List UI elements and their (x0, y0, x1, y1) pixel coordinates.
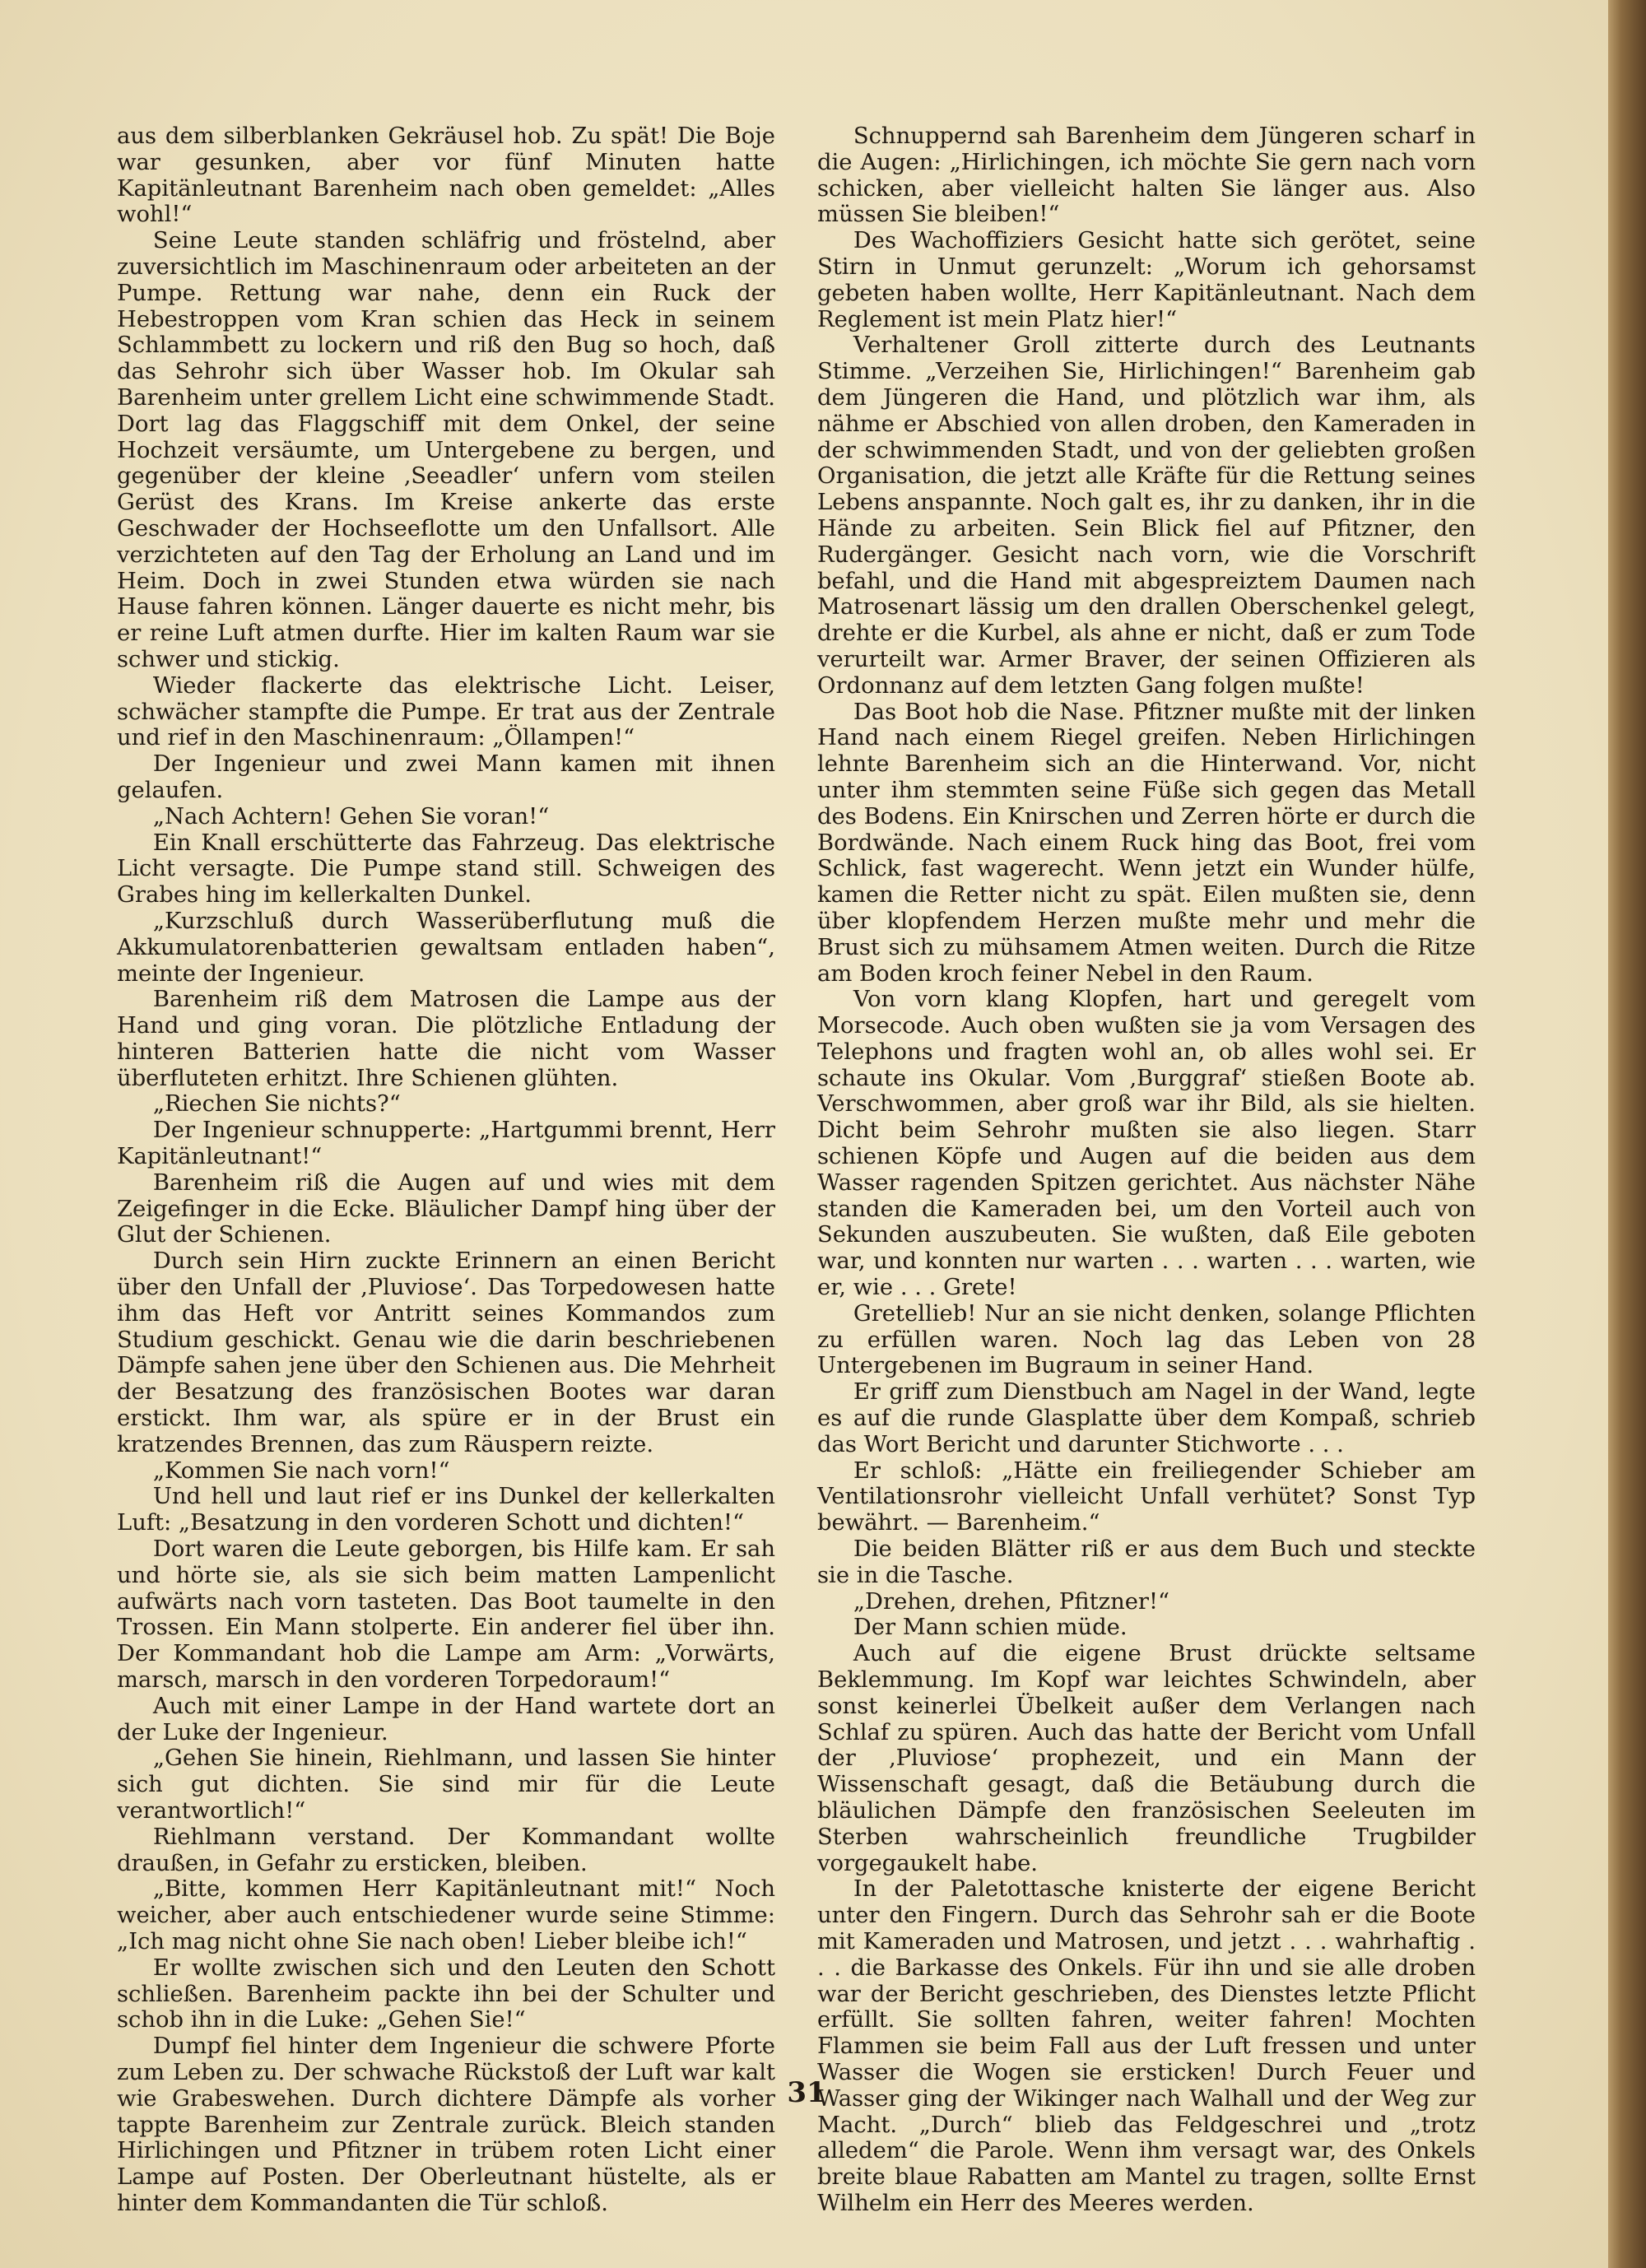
paragraph: Die beiden Blätter riß er aus dem Buch und steckte sie in die Tasche. (817, 1536, 1476, 1588)
paragraph: Dumpf fiel hinter dem Ingenieur die schwere Pforte zum Leben zu. Der schwache Rückstoß der Luft war kalt wie Grabeswehen. Durch dichtere Dämpfe als vorher tappte Barenheim zur Zentrale zurück. Bleich standen Hirlichingen und Pfitzner in trübem roten Licht einer Lampe auf Posten. Der Oberleutnant hüstelte, als er hinter dem Kommandanten die Tür schloß. (117, 2033, 775, 2216)
paragraph: Schnuppernd sah Barenheim dem Jüngeren scharf in die Augen: „Hirlichingen, ich möchte Sie gern nach vorn schicken, aber vielleicht halten Sie länger aus. Also müssen Sie bleiben!“ (817, 123, 1476, 228)
paragraph: Auch auf die eigene Brust drückte seltsame Beklemmung. Im Kopf war leichtes Schwindeln, aber sonst keinerlei Übelkeit außer dem Verlangen nach Schlaf zu spüren. Auch das hatte der Bericht vom Unfall der ‚Pluviose‘ prophezeit, und ein Mann der Wissenschaft gesagt, daß die Betäubung durch die bläulichen Dämpfe den französischen Seeleuten im Sterben wahrscheinlich freundliche Trugbilder vorgegaukelt habe. (817, 1641, 1476, 1876)
page-number: 31 (787, 2076, 826, 2109)
paragraph: „Kommen Sie nach vorn!“ (152, 1457, 450, 1484)
paragraph: Gretellieb! Nur an sie nicht denken, solange Pflichten zu erfüllen waren. Noch lag das Leben von 28 Untergebenen im Bugraum in seiner Hand. (817, 1300, 1476, 1379)
paragraph: „Bitte, kommen Herr Kapitänleutnant mit!“ Noch weicher, aber auch entschiedener wurde seine Stimme: „Ich mag nicht ohne Sie nach oben! Lieber bleibe ich!“ (117, 1876, 775, 1954)
paragraph: Der Ingenieur schnupperte: „Hartgummi brennt, Herr Kapitänleutnant!“ (117, 1118, 775, 1170)
paragraph: Dort waren die Leute geborgen, bis Hilfe kam. Er sah und hörte sie, als sie sich beim matten Lampenlicht aufwärts nach vorn tasteten. Das Boot taumelte in den Trossen. Ein Mann stolperte. Ein anderer fiel über ihn. Der Kommandant hob die Lampe am Arm: „Vorwärts, marsch, marsch in den vorderen Torpedoraum!“ (117, 1536, 775, 1694)
left-text-column (117, 123, 775, 2217)
paragraph: „Gehen Sie hinein, Riehlmann, und lassen Sie hinter sich gut dichten. Sie sind mir für die Leute verantwortlich!“ (117, 1745, 775, 1824)
paragraph: Auch mit einer Lampe in der Hand wartete dort an der Luke der Ingenieur. (117, 1693, 775, 1745)
paragraph: „Nach Achtern! Gehen Sie voran!“ (152, 803, 550, 830)
paragraph: Riehlmann verstand. Der Kommandant wollte draußen, in Gefahr zu ersticken, bleiben. (117, 1824, 775, 1876)
paragraph: „Drehen, drehen, Pfitzner!“ (853, 1588, 1170, 1615)
paragraph: Des Wachoffiziers Gesicht hatte sich gerötet, seine Stirn in Unmut gerunzelt: „Worum ich gehorsamst gebeten haben wollte, Herr Kapitänleutnant. Nach dem Reglement ist mein Platz hier!“ (817, 228, 1476, 332)
paragraph: Und hell und laut rief er ins Dunkel der kellerkalten Luft: „Besatzung in den vorderen Schott und dichten!“ (117, 1484, 775, 1536)
paragraph: Der Mann schien müde. (853, 1615, 1128, 1641)
paragraph: Er griff zum Dienstbuch am Nagel in der Wand, legte es auf die runde Glasplatte über dem Kompaß, schrieb das Wort Bericht und darunter Stichworte . . . (817, 1379, 1476, 1457)
paragraph: „Kurzschluß durch Wasserüberflutung muß die Akkumulatorenbatterien gewaltsam entladen haben“, meinte der Ingenieur. (117, 908, 775, 987)
paragraph: Durch sein Hirn zuckte Erinnern an einen Bericht über den Unfall der ‚Pluviose‘. Das Torpedowesen hatte ihm das Heft vor Antritt seines Kommandos zum Studium geschickt. Genau wie die darin beschriebenen Dämpfe sahen jene über den Schienen aus. Die Mehrheit der Besatzung des französischen Bootes war daran erstickt. Ihm war, als spüre er in der Brust ein kratzendes Brennen, das zum Räuspern reizte. (117, 1248, 775, 1457)
paragraph: Verhaltener Groll zitterte durch des Leutnants Stimme. „Verzeihen Sie, Hirlichingen!“ Barenheim gab dem Jüngeren die Hand, und plötzlich war ihm, als nähme er Abschied von allen droben, den Kameraden in der schwimmenden Stadt, und von der geliebten großen Organisation, die jetzt alle Kräfte für die Rettung seines Lebens anspannte. Noch galt es, ihr zu danken, ihr in die Hände zu arbeiten. Sein Blick fiel auf Pfitzner, den Rudergänger. Gesicht nach vorn, wie die Vorschrift befahl, und die Hand mit abgespreiztem Daumen nach Matrosenart lässig um den drallen Oberschenkel gelegt, drehte er die Kurbel, als ahne er nicht, daß er zum Tode verurteilt war. Armer Braver, der seinen Offizieren als Ordonnanz auf dem letzten Gang folgen mußte! (817, 332, 1476, 699)
paragraph: Barenheim riß dem Matrosen die Lampe aus der Hand und ging voran. Die plötzliche Entladung der hinteren Batterien hatte die nicht vom Wasser überfluteten erhitzt. Ihre Schienen glühten. (117, 987, 775, 1091)
paragraph: Er schloß: „Hätte ein freiliegender Schieber am Ventilationsrohr vielleicht Unfall verhütet? Sonst Typ bewährt. — Barenheim.“ (817, 1457, 1476, 1536)
paragraph: Ein Knall erschütterte das Fahrzeug. Das elektrische Licht versagte. Die Pumpe stand still. Schweigen des Grabes hing im kellerkalten Dunkel. (117, 830, 775, 909)
paragraph: Barenheim riß die Augen auf und wies mit dem Zeigefinger in die Ecke. Bläulicher Dampf hing über der Glut der Schienen. (117, 1169, 775, 1248)
paragraph: aus dem silberblanken Gekräusel hob. Zu spät! Die Boje war gesunken, aber vor fünf Minuten hatte Kapitänleutnant Barenheim nach oben gemeldet: „Alles wohl!“ (117, 123, 775, 228)
paragraph: Von vorn klang Klopfen, hart und geregelt vom Morsecode. Auch oben wußten sie ja vom Versagen des Telephons und fragten wohl an, ob alles wohl sei. Er schaute ins Okular. Vom ‚Burggraf‘ stießen Boote ab. Verschwommen, aber groß war ihr Bild, als sie hielten. Dicht beim Sehrohr mußten sie also liegen. Starr schienen Köpfe und Augen auf die beiden aus dem Wasser ragenden Spitzen gerichtet. Aus nächster Nähe standen die Kameraden bei, um den Vorteil auch von Sekunden auszubeuten. Sie wußten, daß Eile geboten war, und konnten nur warten . . . warten . . . warten, wie er, wie . . . Grete! (817, 987, 1476, 1301)
paragraph: Das Boot hob die Nase. Pfitzner mußte mit der linken Hand nach einem Riegel greifen. Neben Hirlichingen lehnte Barenheim sich an die Hinterwand. Vor, nicht unter ihm stemmten seine Füße sich gegen das Metall des Bodens. Ein Knirschen und Zerren hörte er durch die Bordwände. Nach einem Ruck hing das Boot, frei vom Schlick, fast wagerecht. Wenn jetzt ein Wunder hülfe, kamen die Retter nicht zu spät. Eilen mußten sie, denn über klopfendem Herzen mußte mehr und mehr die Brust sich zu mühsamem Atmen weiten. Durch die Ritze am Boden kroch feiner Nebel in den Raum. (817, 699, 1476, 987)
paragraph: Wieder flackerte das elektrische Licht. Leiser, schwächer stampfte die Pumpe. Er trat aus der Zentrale und rief in den Maschinenraum: „Öllampen!“ (117, 672, 775, 751)
book-spine-edge (1608, 0, 1646, 2268)
right-text-column (817, 123, 1476, 2217)
paragraph: „Riechen Sie nichts?“ (152, 1091, 401, 1118)
paragraph: In der Paletottasche knisterte der eigene Bericht unter den Fingern. Durch das Sehrohr sah er die Boote mit Kameraden und Matrosen, und jetzt . . . wahrhaftig . . . die Barkasse des Onkels. Für ihn und sie alle droben war der Bericht geschrieben, des Dienstes letzte Pflicht erfüllt. Sie sollten fahren, weiter fahren! Mochten Flammen sie beim Fall aus der Luft fressen und unter Wasser die Wogen sie ersticken! Durch Feuer und Wasser ging der Wikinger nach Walhall und der Weg zur Macht. „Durch“ blieb das Feldgeschrei und „trotz alledem“ die Parole. Wenn ihm versagt war, des Onkels breite blaue Rabatten am Mantel zu tragen, sollte Ernst Wilhelm ein Herr des Meeres werden. (817, 1876, 1476, 2216)
paragraph: Der Ingenieur und zwei Mann kamen mit ihnen gelaufen. (117, 751, 775, 803)
paragraph: Er wollte zwischen sich und den Leuten den Schott schließen. Barenheim packte ihn bei der Schulter und schob ihn in die Luke: „Gehen Sie!“ (117, 1954, 775, 2033)
paragraph: Seine Leute standen schläfrig und fröstelnd, aber zuversichtlich im Maschinenraum oder arbeiteten an der Pumpe. Rettung war nahe, denn ein Ruck der Hebestroppen vom Kran schien das Heck in seinem Schlammbett zu lockern und riß den Bug so hoch, daß das Sehrohr sich über Wasser hob. Im Okular sah Barenheim unter grellem Licht eine schwimmende Stadt. Dort lag das Flaggschiff mit dem Onkel, der seine Hochzeit versäumte, um Untergebene zu bergen, und gegenüber der kleine ‚Seeadler‘ unfern vom steilen Gerüst des Krans. Im Kreise ankerte das erste Geschwader der Hochseeflotte um den Unfallsort. Alle verzichteten auf den Tag der Erholung an Land und im Heim. Doch in zwei Stunden etwa würden sie nach Hause fahren können. Länger dauerte es nicht mehr, bis er reine Luft atmen durfte. Hier im kalten Raum war sie schwer und stickig. (117, 228, 775, 672)
